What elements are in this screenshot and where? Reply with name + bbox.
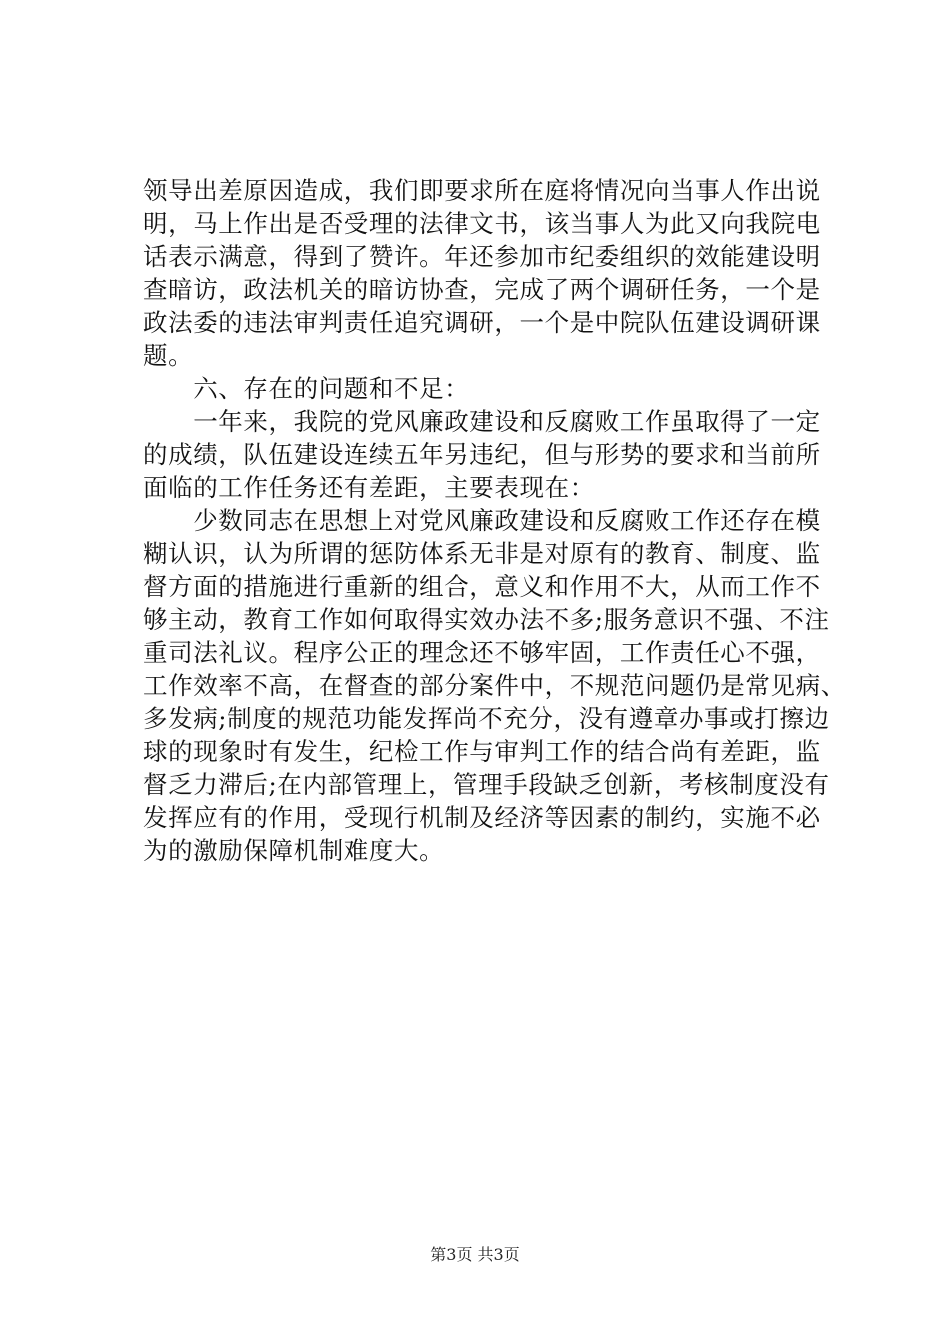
text-line: 够主动，教育工作如何取得实效办法不多;服务意识不强、不注 xyxy=(143,605,830,634)
page-footer: 第3页 共3页 xyxy=(430,1245,520,1264)
text-line: 话表示满意，得到了赞许。年还参加市纪委组织的效能建设明 xyxy=(143,242,821,271)
document-body xyxy=(143,174,846,867)
text-line: 为的激励保障机制难度大。 xyxy=(143,836,445,865)
text-line: 发挥应有的作用，受现行机制及经济等因素的制约，实施不必 xyxy=(143,803,821,832)
text-line: 督乏力滞后;在内部管理上，管理手段缺乏创新，考核制度没有 xyxy=(143,770,830,799)
text-line: 少数同志在思想上对党风廉政建设和反腐败工作还存在模 xyxy=(143,506,821,535)
text-line: 的成绩，队伍建设连续五年另违纪，但与形势的要求和当前所 xyxy=(143,440,821,469)
section-heading: 六、存在的问题和不足： xyxy=(143,374,470,403)
text-line: 领导出差原因造成，我们即要求所在庭将情况向当事人作出说 xyxy=(143,176,821,205)
text-line: 政法委的违法审判责任追究调研，一个是中院队伍建设调研课 xyxy=(143,308,821,337)
text-line: 查暗访，政法机关的暗访协查，完成了两个调研任务，一个是 xyxy=(143,275,821,304)
text-line: 题。 xyxy=(143,341,194,370)
text-line: 工作效率不高，在督查的部分案件中，不规范问题仍是常见病、 xyxy=(143,671,846,700)
text-line: 明，马上作出是否受理的法律文书，该当事人为此又向我院电 xyxy=(143,209,821,238)
text-line: 督方面的措施进行重新的组合，意义和作用不大，从而工作不 xyxy=(143,572,821,601)
text-line: 重司法礼议。程序公正的理念还不够牢固，工作责任心不强， xyxy=(143,638,821,667)
text-line: 糊认识，认为所谓的惩防体系无非是对原有的教育、制度、监 xyxy=(143,539,821,568)
text-line: 多发病;制度的规范功能发挥尚不充分，没有遵章办事或打擦边 xyxy=(143,704,830,733)
text-line: 面临的工作任务还有差距，主要表现在： xyxy=(143,473,595,502)
text-line: 球的现象时有发生，纪检工作与审判工作的结合尚有差距，监 xyxy=(143,737,821,766)
text-line: 一年来，我院的党风廉政建设和反腐败工作虽取得了一定 xyxy=(143,407,821,436)
